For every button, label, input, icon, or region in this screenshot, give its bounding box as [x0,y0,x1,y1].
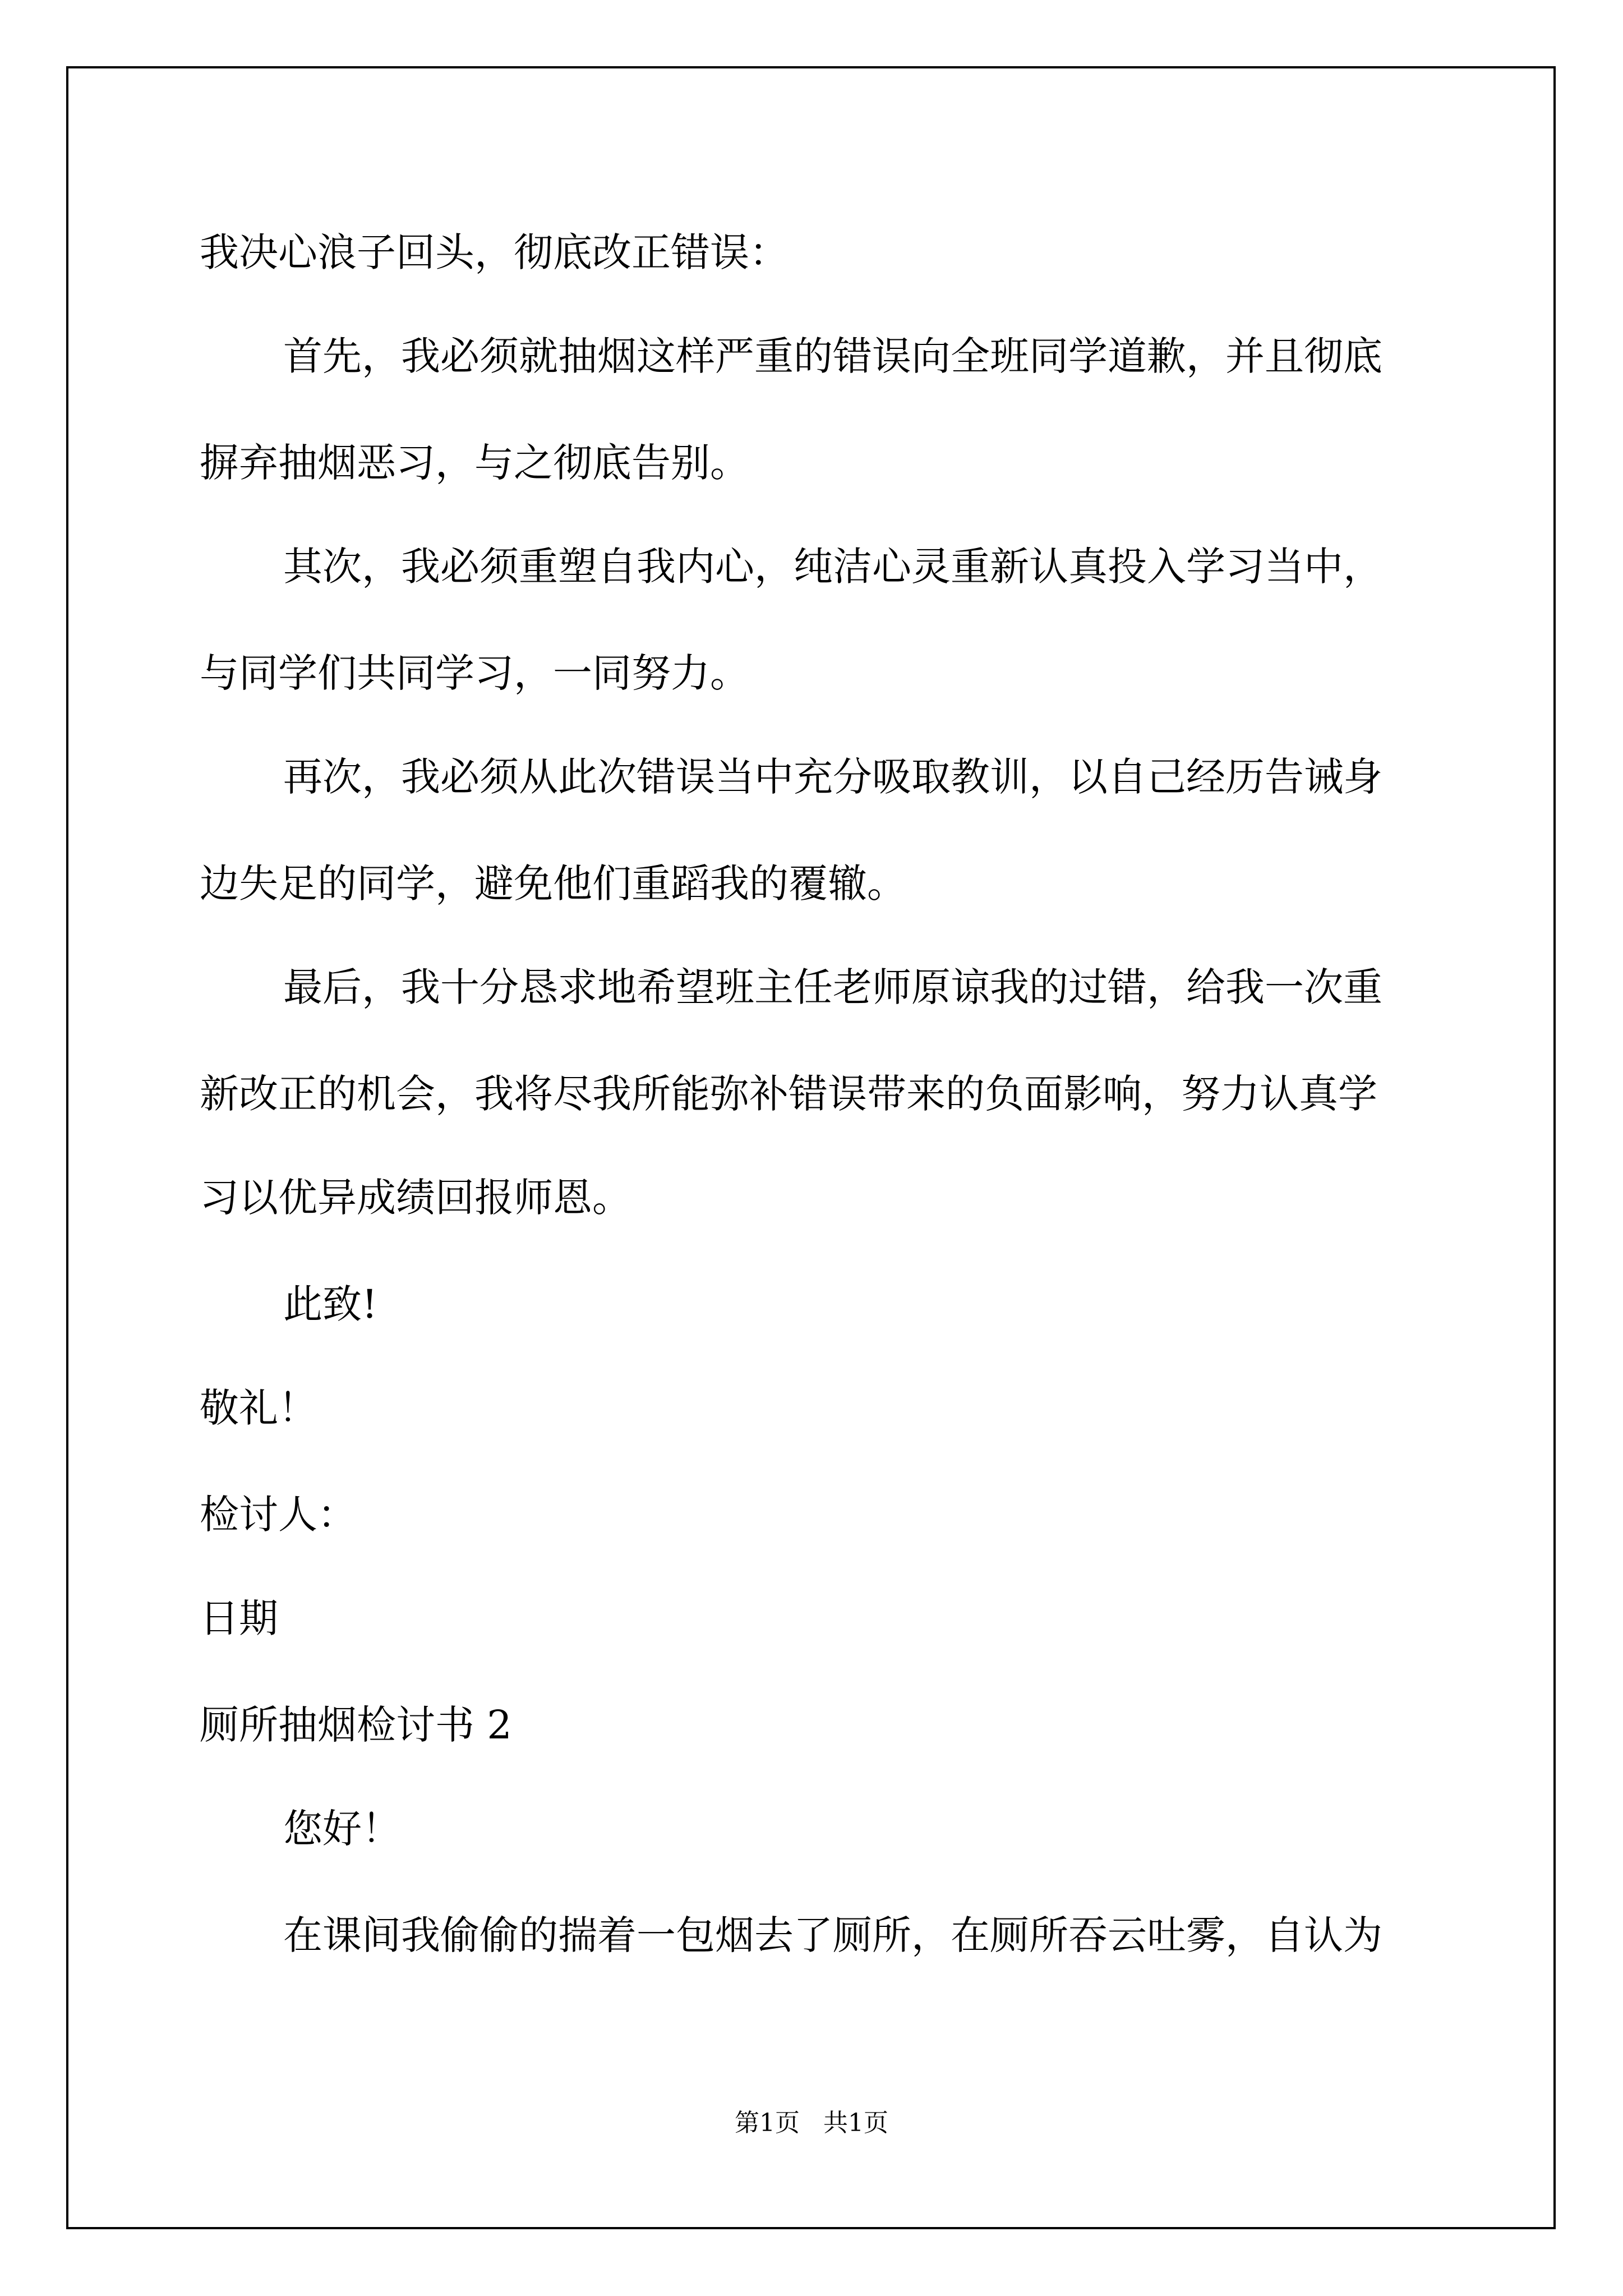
text-line-1: 我决心浪子回头，彻底改正错误： [200,229,789,275]
text-line-7: 边失足的同学，避免他们重蹈我的覆辙。 [200,861,906,907]
text-line-14: 日期 [200,1595,278,1641]
text-line-12: 敬礼！ [200,1385,317,1431]
text-line-15: 厕所抽烟检讨书 2 [200,1702,512,1748]
page-border [66,66,1556,2229]
text-line-16: 您好！ [283,1806,401,1852]
text-line-3: 摒弃抽烟恶习，与之彻底告别。 [200,440,749,486]
text-line-9: 新改正的机会，我将尽我所能弥补错误带来的负面影响，努力认真学 [200,1071,1377,1117]
text-line-11: 此致! [283,1281,378,1327]
text-line-4: 其次，我必须重塑自我内心，纯洁心灵重新认真投入学习当中， [283,544,1382,590]
text-line-8: 最后，我十分恳求地希望班主任老师原谅我的过错，给我一次重 [283,964,1382,1010]
text-line-10: 习以优异成绩回报师恩。 [200,1175,631,1221]
text-line-13: 检讨人： [200,1492,357,1538]
page-footer: 第1页 共1页 [735,2109,888,2137]
text-line-17: 在课间我偷偷的揣着一包烟去了厕所，在厕所吞云吐雾，自认为 [283,1912,1382,1958]
text-line-5: 与同学们共同学习，一同努力。 [200,650,749,696]
text-line-6: 再次，我必须从此次错误当中充分吸取教训，以自己经历告诫身 [283,754,1382,800]
text-line-2: 首先，我必须就抽烟这样严重的错误向全班同学道歉，并且彻底 [283,333,1382,379]
